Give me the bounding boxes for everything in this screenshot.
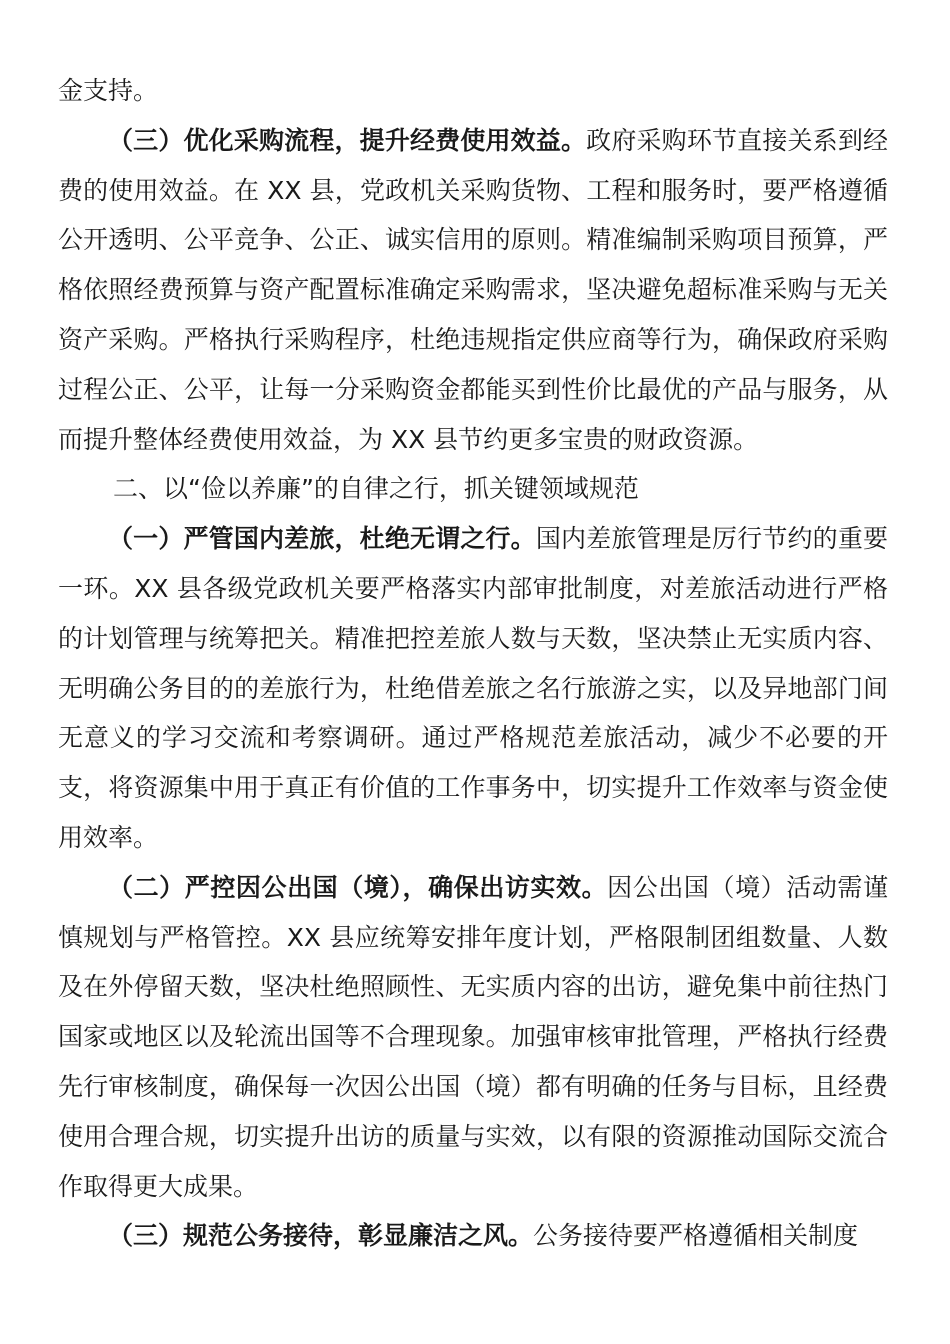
paragraph-item: [58, 863, 888, 1212]
document-page: [58, 66, 888, 1261]
paragraph-item: [58, 514, 888, 863]
item-lead: （二）严控因公出国（境），确保出访实效。: [108, 872, 608, 902]
paragraph-item: [58, 116, 888, 465]
item-body: 国内差旅管理是厉行节约的重要一环。XX 县各级党政机关要严格落实内部审批制度，对差旅活动进行严格的计划管理与统筹把关。精准把控差旅人数与天数，坚决禁止无实质内容、无明确公务目的的差旅行为，杜绝借差旅之名行旅游之实，以及异地部门间无意义的学习交流和考察调研。通过严格规范差旅活动，减少不必要的开支，将资源集中用于真正有价值的工作事务中，切实提升工作效率与资金使用效率。: [58, 524, 888, 852]
section-heading: 二、以“俭以养廉”的自律之行，抓关键领域规范: [113, 474, 639, 504]
item-body: 政府采购环节直接关系到经费的使用效益。在 XX 县，党政机关采购货物、工程和服务时，要严格遵循公开透明、公平竞争、公正、诚实信用的原则。精准编制采购项目预算，严格依照经费预算与资产配置标准确定采购需求，坚决避免超标准采购与无关资产采购。严格执行采购程序，杜绝违规指定供应商等行为，确保政府采购过程公正、公平，让每一分采购资金都能买到性价比最优的产品与服务，从而提升整体经费使用效益，为 XX 县节约更多宝贵的财政资源。: [58, 125, 888, 454]
paragraph-continued: [58, 66, 888, 116]
item-body: 公务接待要严格遵循相关制度: [533, 1221, 859, 1251]
paragraph-text: 金支持。: [58, 76, 159, 105]
item-body: 因公出国（境）活动需谨慎规划与严格管控。XX 县应统筹安排年度计划，严格限制团组数量、人数及在外停留天数，坚决杜绝照顾性、无实质内容的出访，避免集中前往热门国家或地区以及轮流出国等不合理现象。加强审核审批管理，严格执行经费先行审核制度，确保每一次因公出国（境）都有明确的任务与目标，且经费使用合理合规，切实提升出访的质量与实效，以有限的资源推动国际交流合作取得更大成果。: [58, 872, 888, 1201]
item-lead: （一）严管国内差旅，杜绝无谓之行。: [108, 524, 536, 554]
item-lead: （三）规范公务接待，彰显廉洁之风。: [108, 1221, 534, 1251]
paragraph-item: [58, 1211, 888, 1261]
item-lead: （三）优化采购流程，提升经费使用效益。: [108, 125, 587, 155]
